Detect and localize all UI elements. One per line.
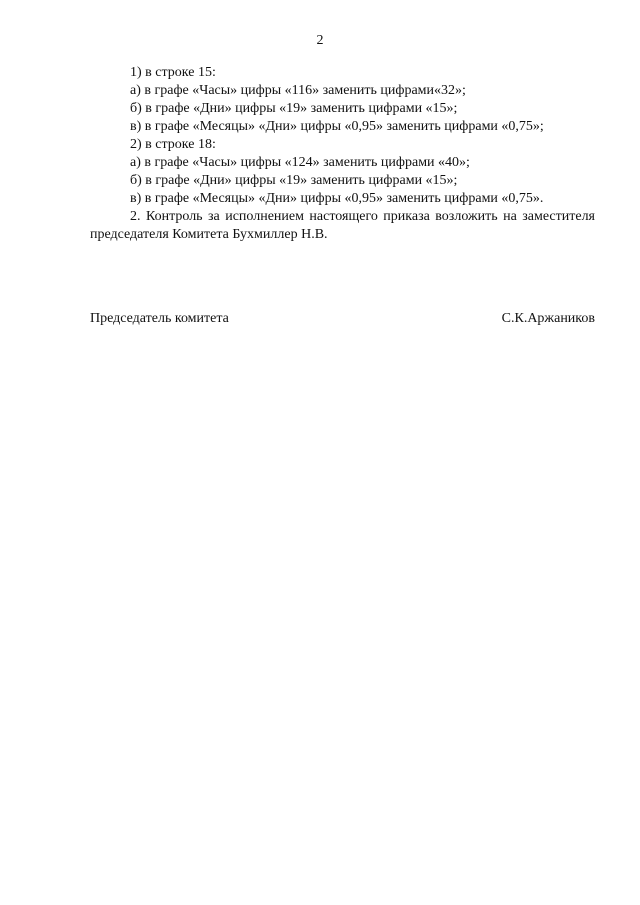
list-item: б) в графе «Дни» цифры «19» заменить цифрами «15»; — [130, 101, 458, 116]
control-paragraph: 2. Контроль за исполнением настоящего приказа возложить на заместителя председателя Комитета Бухмиллер Н.В. — [90, 209, 595, 242]
signatory-position: Председатель комитета — [90, 311, 229, 326]
page-number: 2 — [316, 33, 324, 48]
list-item: в) в графе «Месяцы» «Дни» цифры «0,95» заменить цифрами «0,75»; — [130, 119, 544, 134]
list-item: 1) в строке 15: — [130, 65, 216, 80]
list-item: в) в графе «Месяцы» «Дни» цифры «0,95» заменить цифрами «0,75». — [130, 191, 544, 206]
list-item: а) в графе «Часы» цифры «124» заменить цифрами «40»; — [130, 155, 470, 170]
list-item: а) в графе «Часы» цифры «116» заменить цифрами«32»; — [130, 83, 466, 98]
signature-block — [90, 310, 595, 328]
signatory-name: С.К.Аржаников — [501, 311, 595, 326]
list-item: 2) в строке 18: — [130, 137, 216, 152]
document-body — [90, 64, 595, 244]
list-item: б) в графе «Дни» цифры «19» заменить цифрами «15»; — [130, 173, 458, 188]
